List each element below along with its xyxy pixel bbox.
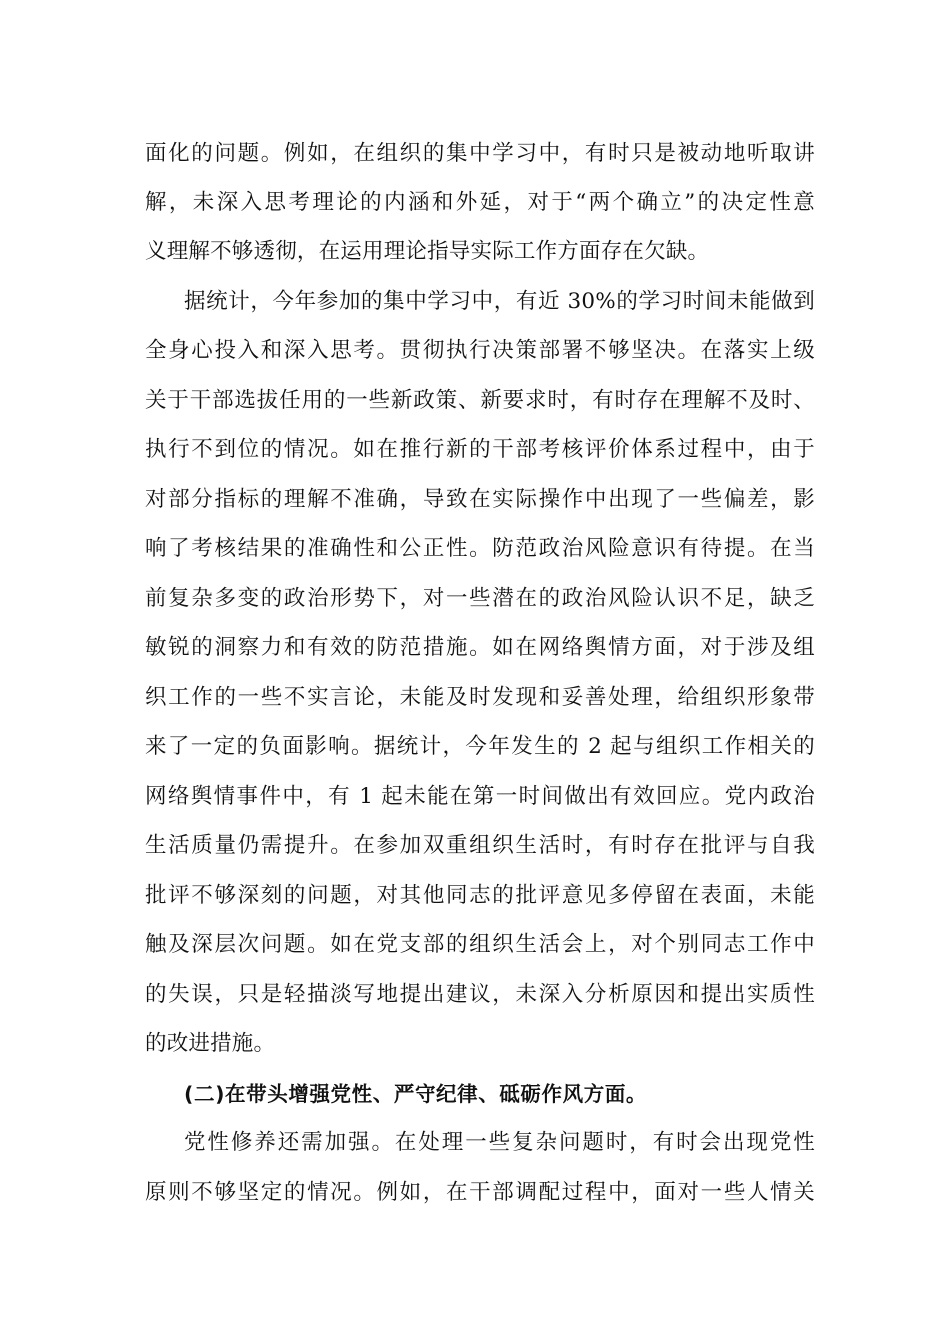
text-line: 对部分指标的理解不准确，导致在实际操作中出现了一些偏差，影 <box>145 487 815 512</box>
text-line: 织工作的一些不实言论，未能及时发现和妥善处理，给组织形象带 <box>145 685 815 710</box>
text-line: 关于干部选拔任用的一些新政策、新要求时，有时存在理解不及时、 <box>145 388 815 413</box>
text-line: 前复杂多变的政治形势下，对一些潜在的政治风险认识不足，缺乏 <box>145 586 815 611</box>
text-line: 来了一定的负面影响。据统计，今年发生的 2 起与组织工作相关的 <box>145 734 815 759</box>
text-line: 义理解不够透彻，在运用理论指导实际工作方面存在欠缺。 <box>145 239 710 264</box>
text-line: 的失误，只是轻描淡写地提出建议，未深入分析原因和提出实质性 <box>145 982 815 1007</box>
text-line: 党性修养还需加强。在处理一些复杂问题时，有时会出现党性 <box>184 1130 815 1155</box>
text-line: 解，未深入思考理论的内涵和外延，对于“两个确立”的决定性意 <box>145 190 815 215</box>
text-line: 生活质量仍需提升。在参加双重组织生活时，有时存在批评与自我 <box>145 833 815 858</box>
text-line: 执行不到位的情况。如在推行新的干部考核评价体系过程中，由于 <box>145 437 815 462</box>
text-line: 触及深层次问题。如在党支部的组织生活会上，对个别同志工作中 <box>145 932 815 957</box>
text-line: 敏锐的洞察力和有效的防范措施。如在网络舆情方面，对于涉及组 <box>145 635 815 660</box>
text-line: 据统计，今年参加的集中学习中，有近 30%的学习时间未能做到 <box>184 289 815 314</box>
text-line: 的改进措施。 <box>145 1031 276 1056</box>
section-heading: (二)在带头增强党性、严守纪律、砥砺作风方面。 <box>184 1082 648 1106</box>
text-line: 原则不够坚定的情况。例如，在干部调配过程中，面对一些人情关 <box>145 1180 815 1205</box>
text-line: 批评不够深刻的问题，对其他同志的批评意见多停留在表面，未能 <box>145 883 815 908</box>
text-line: 响了考核结果的准确性和公正性。防范政治风险意识有待提。在当 <box>145 536 815 561</box>
text-line: 网络舆情事件中，有 1 起未能在第一时间做出有效回应。党内政治 <box>145 784 815 809</box>
text-line: 面化的问题。例如，在组织的集中学习中，有时只是被动地听取讲 <box>145 141 815 166</box>
text-line: 全身心投入和深入思考。贯彻执行决策部署不够坚决。在落实上级 <box>145 338 815 363</box>
